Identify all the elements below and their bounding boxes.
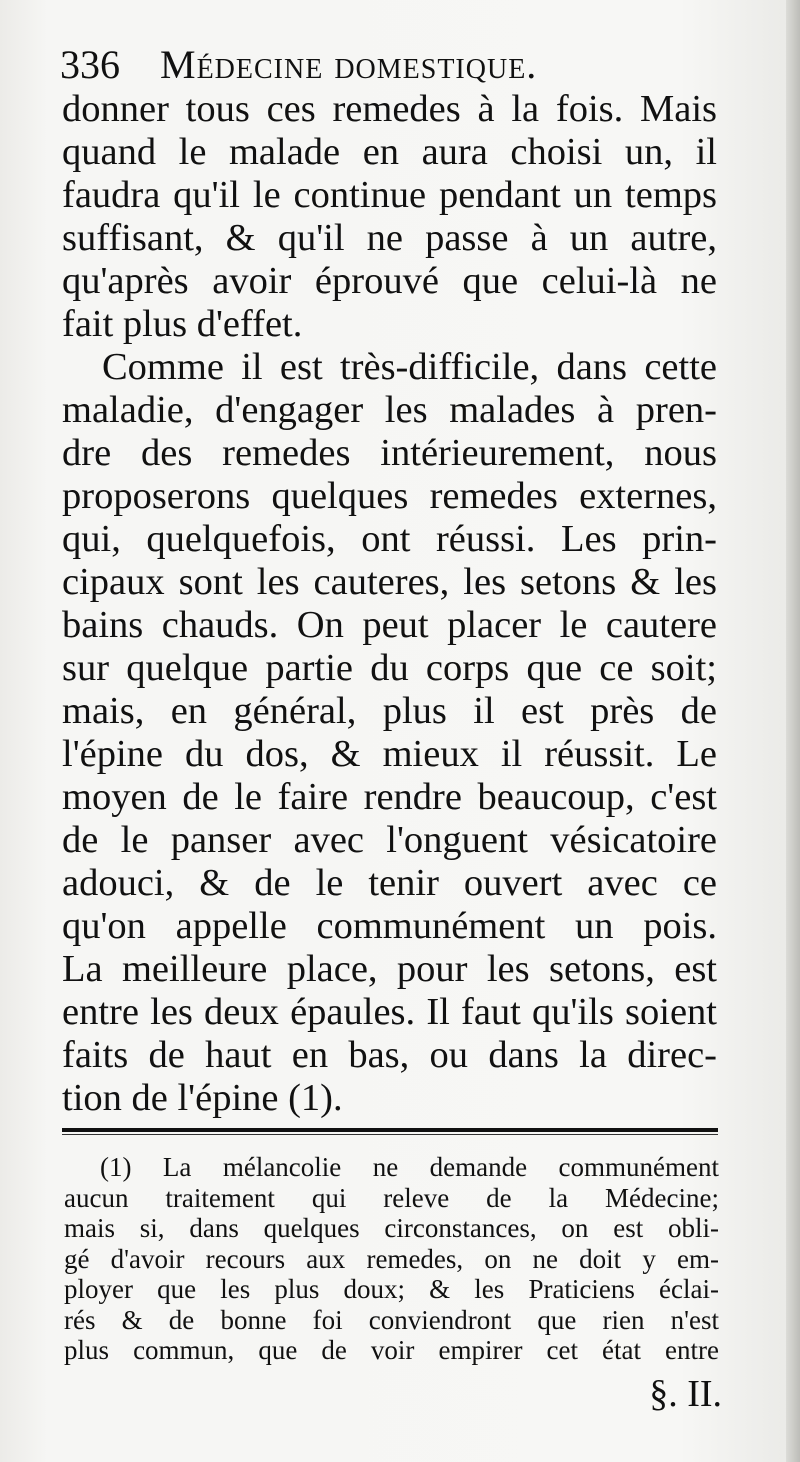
text-line: qu'après avoir éprouvé que celui-là ne xyxy=(62,260,717,302)
text-line: qu'on appelle communément un pois. xyxy=(62,905,717,947)
text-line: mais, en général, plus il est près de xyxy=(62,690,717,732)
text-line: dre des remedes intérieurement, nous xyxy=(62,432,717,474)
footnote-line: plus commun, que de voir empirer cet état entre xyxy=(64,1335,719,1365)
text-line: faits de haut en bas, ou dans la direc- xyxy=(62,1034,717,1076)
paragraph-1 xyxy=(62,88,717,346)
running-title: Médecine domestique. xyxy=(160,42,538,87)
footnote-line: rés & de bonne foi conviendront que rien n'est xyxy=(64,1304,719,1335)
text-line: cipaux sont les cauteres, les setons & les xyxy=(62,561,717,603)
text-line: Comme il est très-difficile, dans cette xyxy=(102,346,717,388)
text-line: fait plus d'effet. xyxy=(62,303,303,345)
footnote xyxy=(64,1152,719,1366)
text-line: sur quelque partie du corps que ce soit; xyxy=(62,647,717,689)
text-line: maladie, d'engager les malades à pren- xyxy=(62,389,717,431)
text-line: bains chauds. On peut placer le cautere xyxy=(62,604,717,646)
catchword: §. II. xyxy=(649,1373,722,1415)
text-line: de le panser avec l'onguent vésicatoire xyxy=(62,819,717,861)
footnote-rule xyxy=(62,1128,718,1132)
text-line: La meilleure place, pour les setons, est xyxy=(62,948,717,990)
paragraph-2 xyxy=(62,346,717,1120)
text-line: entre les deux épaules. Il faut qu'ils soient xyxy=(62,991,717,1033)
page-number: 336 xyxy=(60,42,120,87)
page-header xyxy=(60,40,720,90)
footnote-line: mais si, dans quelques circonstances, on est obli- xyxy=(64,1213,719,1243)
text-line: adouci, & de le tenir ouvert avec ce xyxy=(62,862,717,904)
page-edge xyxy=(786,0,800,1462)
text-line: l'épine du dos, & mieux il réussit. Le xyxy=(62,733,717,775)
text-line: suffisant, & qu'il ne passe à un autre, xyxy=(62,217,717,259)
footnote-line: aucun traitement qui releve de la Médecine; xyxy=(64,1182,719,1213)
text-line: faudra qu'il le continue pendant un temps xyxy=(62,174,717,216)
text-line: donner tous ces remedes à la fois. Mais xyxy=(62,88,717,130)
text-line: proposerons quelques remedes externes, xyxy=(62,475,717,517)
text-line: qui, quelquefois, ont réussi. Les prin- xyxy=(62,518,717,560)
main-text xyxy=(62,88,717,1120)
footnote-line: ployer que les plus doux; & les Praticiens éclai- xyxy=(64,1274,719,1304)
text-line: tion de l'épine (1). xyxy=(62,1077,343,1119)
footnote-line: gé d'avoir recours aux remedes, on ne doit y em- xyxy=(64,1243,719,1274)
text-line: moyen de le faire rendre beaucoup, c'est xyxy=(62,776,717,818)
footnote-line: (1) La mélancolie ne demande communément xyxy=(100,1152,719,1182)
text-line: quand le malade en aura choisi un, il xyxy=(62,131,717,173)
